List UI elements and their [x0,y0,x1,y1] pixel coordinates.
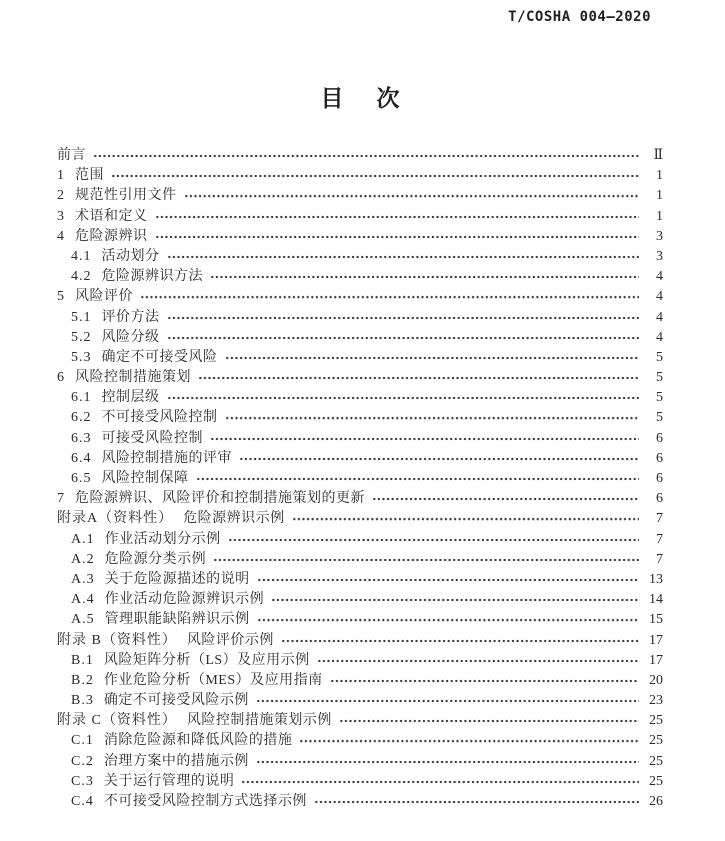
toc-entry-page: 26 [649,794,663,809]
toc-entry-page: 3 [656,228,663,244]
toc-entry [57,368,663,388]
toc-entry-title: 危险源辨识、风险评价和控制措施策划的更新 [75,491,365,507]
toc-entry [57,469,663,489]
dot-leader [197,368,639,388]
dot-leader [255,691,639,711]
toc-entry-number: 5.3 [71,349,92,365]
toc-entry [57,388,663,408]
dot-leader [240,772,639,792]
toc-entry [57,449,663,469]
dot-leader [92,146,639,166]
toc-entry-title: 治理方案中的措施示例 [103,753,249,769]
dot-leader [291,509,639,529]
toc-entry-number: A.3 [71,571,95,587]
toc-entry-number: A.5 [71,612,95,628]
toc-entry-number: 4.1 [71,248,92,264]
toc-entry-title: 不可接受风险控制 [101,410,218,426]
toc-entry [57,186,663,206]
toc-entry [57,227,663,247]
toc-entry-page: 4 [656,329,663,345]
toc-entry-number: A.4 [71,592,95,608]
toc-entry-page: 1 [656,188,663,204]
toc-entry-title: 风险控制保障 [101,471,189,486]
toc-entry-title: 风险评价示例 [186,632,274,648]
toc-entry-number: A.2 [71,551,95,567]
toc-entry-title: 关于危险源描述的说明 [104,571,250,587]
dot-leader [256,570,639,590]
toc-entry-page: 5 [656,370,663,386]
toc-entry-number: 4.2 [71,269,92,285]
toc-entry-number: 6.4 [71,450,92,466]
toc-entry [57,287,663,307]
toc-entry-number: 附录 C（资料性） [57,713,177,729]
toc-entry [57,207,663,227]
dot-leader [224,348,640,368]
dot-leader [209,429,639,449]
toc-entry-page: 7 [656,511,663,527]
toc-entry-page: 1 [656,168,663,184]
toc-entry [57,651,663,671]
toc-entry-page: 25 [649,773,663,789]
dot-leader [329,671,639,691]
dot-leader [371,489,639,509]
toc-entry-page: 13 [649,571,663,587]
toc-entry-number: 附录 B（资料性） [57,632,177,648]
toc-entry-page: 23 [649,693,663,709]
toc-entry-number: B.3 [71,693,94,709]
toc-entry-title: 确定不可接受风险 [101,349,218,365]
toc-entry-page: 17 [649,632,663,648]
toc-entry-title: 前言 [57,148,86,163]
toc-entry [57,328,663,348]
page-title: 目 次 [320,86,405,111]
toc-entry-page: Ⅱ [653,148,663,163]
toc-entry-title: 危险源辨识方法 [101,269,203,285]
toc-entry-number: B.1 [71,652,94,668]
toc-entry [57,146,663,166]
toc-entry-page: 14 [649,592,663,608]
toc-entry-page: 17 [649,652,663,668]
toc-entry-title: 风险评价 [75,289,133,305]
dot-leader [166,308,640,328]
toc-entry [57,691,663,711]
toc-entry-title: 作业活动划分示例 [104,531,221,547]
toc-entry-page: 7 [656,531,663,547]
toc-entry-page: 5 [656,349,663,365]
toc-entry-page: 4 [656,269,663,285]
toc-entry-title: 消除危险源和降低风险的措施 [103,733,293,749]
toc-entry-page: 25 [649,753,663,769]
toc-entry [57,308,663,328]
dot-leader [280,631,639,651]
dot-leader [270,590,639,610]
toc-entry-page: 4 [656,289,663,305]
dot-leader [227,530,639,550]
dot-leader [139,287,639,307]
toc-entry [57,166,663,186]
toc-entry-title: 范围 [75,168,104,184]
toc-entry [57,772,663,792]
toc-entry-number: C.2 [71,753,94,769]
toc-entry-page: 25 [649,713,663,729]
toc-entry-title: 规范性引用文件 [75,188,177,204]
dot-leader [195,469,640,489]
toc-entry-title: 风险矩阵分析（LS）及应用示例 [103,652,310,668]
toc-entry [57,550,663,570]
toc-entry-title: 危险源辨识 [75,228,148,244]
toc-entry-number: 5.1 [71,309,92,325]
toc-entry-title: 危险源分类示例 [104,551,207,567]
dot-leader [256,610,639,630]
dot-leader [154,227,640,247]
toc-entry [57,429,663,449]
toc-entry-number: C.1 [71,733,94,749]
table-of-contents [57,146,663,812]
toc-entry-number: 1 [57,168,65,184]
dot-leader [154,207,640,227]
toc-entry-number: 6.5 [71,471,92,486]
dot-leader [313,792,639,812]
toc-entry [57,509,663,529]
toc-entry-title: 评价方法 [101,309,160,325]
toc-entry-page: 7 [656,551,663,567]
dot-leader [209,267,639,287]
toc-entry [57,530,663,550]
toc-entry [57,348,663,368]
toc-entry-page: 1 [656,208,663,224]
toc-entry-title: 风险分级 [101,329,160,345]
toc-entry-title: 风险控制措施策划示例 [186,713,332,729]
dot-leader [110,166,639,186]
toc-entry-number: 附录A（资料性） [57,511,174,527]
toc-entry-title: 可接受风险控制 [101,430,203,446]
toc-entry-page: 6 [656,471,663,486]
dot-leader [166,388,640,408]
toc-entry [57,408,663,428]
toc-entry-title: 作业危险分析（MES）及应用指南 [103,672,323,688]
toc-entry-page: 5 [656,410,663,426]
toc-entry [57,631,663,651]
toc-entry-number: B.2 [71,672,94,688]
toc-entry [57,731,663,751]
standard-number: T/COSHA 004—2020 [508,9,651,25]
toc-entry-title: 风险控制措施策划 [75,370,191,386]
toc-entry [57,267,663,287]
toc-entry-number: 2 [57,188,65,204]
toc-entry-page: 25 [649,733,663,749]
toc-entry-title: 关于运行管理的说明 [103,773,235,789]
toc-entry-title: 危险源辨识示例 [183,511,285,527]
toc-entry-number: 3 [57,208,65,224]
toc-entry-number: 5 [57,289,65,305]
dot-leader [338,711,639,731]
toc-entry-title: 风险控制措施的评审 [101,450,232,466]
toc-entry [57,711,663,731]
toc-entry-page: 3 [656,248,663,264]
dot-leader [238,449,639,469]
dot-leader [166,247,640,267]
toc-entry-page: 5 [656,390,663,406]
toc-entry [57,247,663,267]
toc-entry [57,489,663,509]
toc-entry-title: 作业活动危险源辨识示例 [104,592,265,608]
toc-entry-page: 6 [656,491,663,507]
toc-entry-number: A.1 [71,531,95,547]
toc-entry [57,570,663,590]
dot-leader [224,408,640,428]
toc-entry-page: 6 [656,430,663,446]
toc-entry [57,792,663,812]
toc-entry-title: 活动划分 [101,248,160,264]
toc-entry-number: 5.2 [71,329,92,345]
dot-leader [298,731,639,751]
dot-leader [183,186,640,206]
toc-entry [57,590,663,610]
toc-entry-page: 4 [656,309,663,325]
dot-leader [166,328,640,348]
toc-entry [57,610,663,630]
toc-entry-number: C.4 [71,794,94,809]
toc-entry-number: 6 [57,370,65,386]
toc-entry-number: C.3 [71,773,94,789]
toc-entry-number: 7 [57,491,65,507]
toc-entry-number: 6.2 [71,410,92,426]
dot-leader [316,651,639,671]
dot-leader [212,550,639,570]
toc-entry [57,671,663,691]
toc-entry-title: 术语和定义 [75,208,148,224]
toc-entry-number: 6.3 [71,430,92,446]
dot-leader [255,752,639,772]
toc-entry-title: 确定不可接受风险示例 [103,693,249,709]
toc-entry-page: 15 [649,612,663,628]
toc-entry [57,752,663,772]
toc-entry-title: 不可接受风险控制方式选择示例 [103,794,307,809]
toc-entry-number: 4 [57,228,65,244]
toc-entry-title: 控制层级 [101,390,160,406]
toc-entry-title: 管理职能缺陷辨识示例 [104,612,250,628]
toc-entry-number: 6.1 [71,390,92,406]
toc-entry-page: 20 [649,672,663,688]
toc-entry-page: 6 [656,450,663,466]
